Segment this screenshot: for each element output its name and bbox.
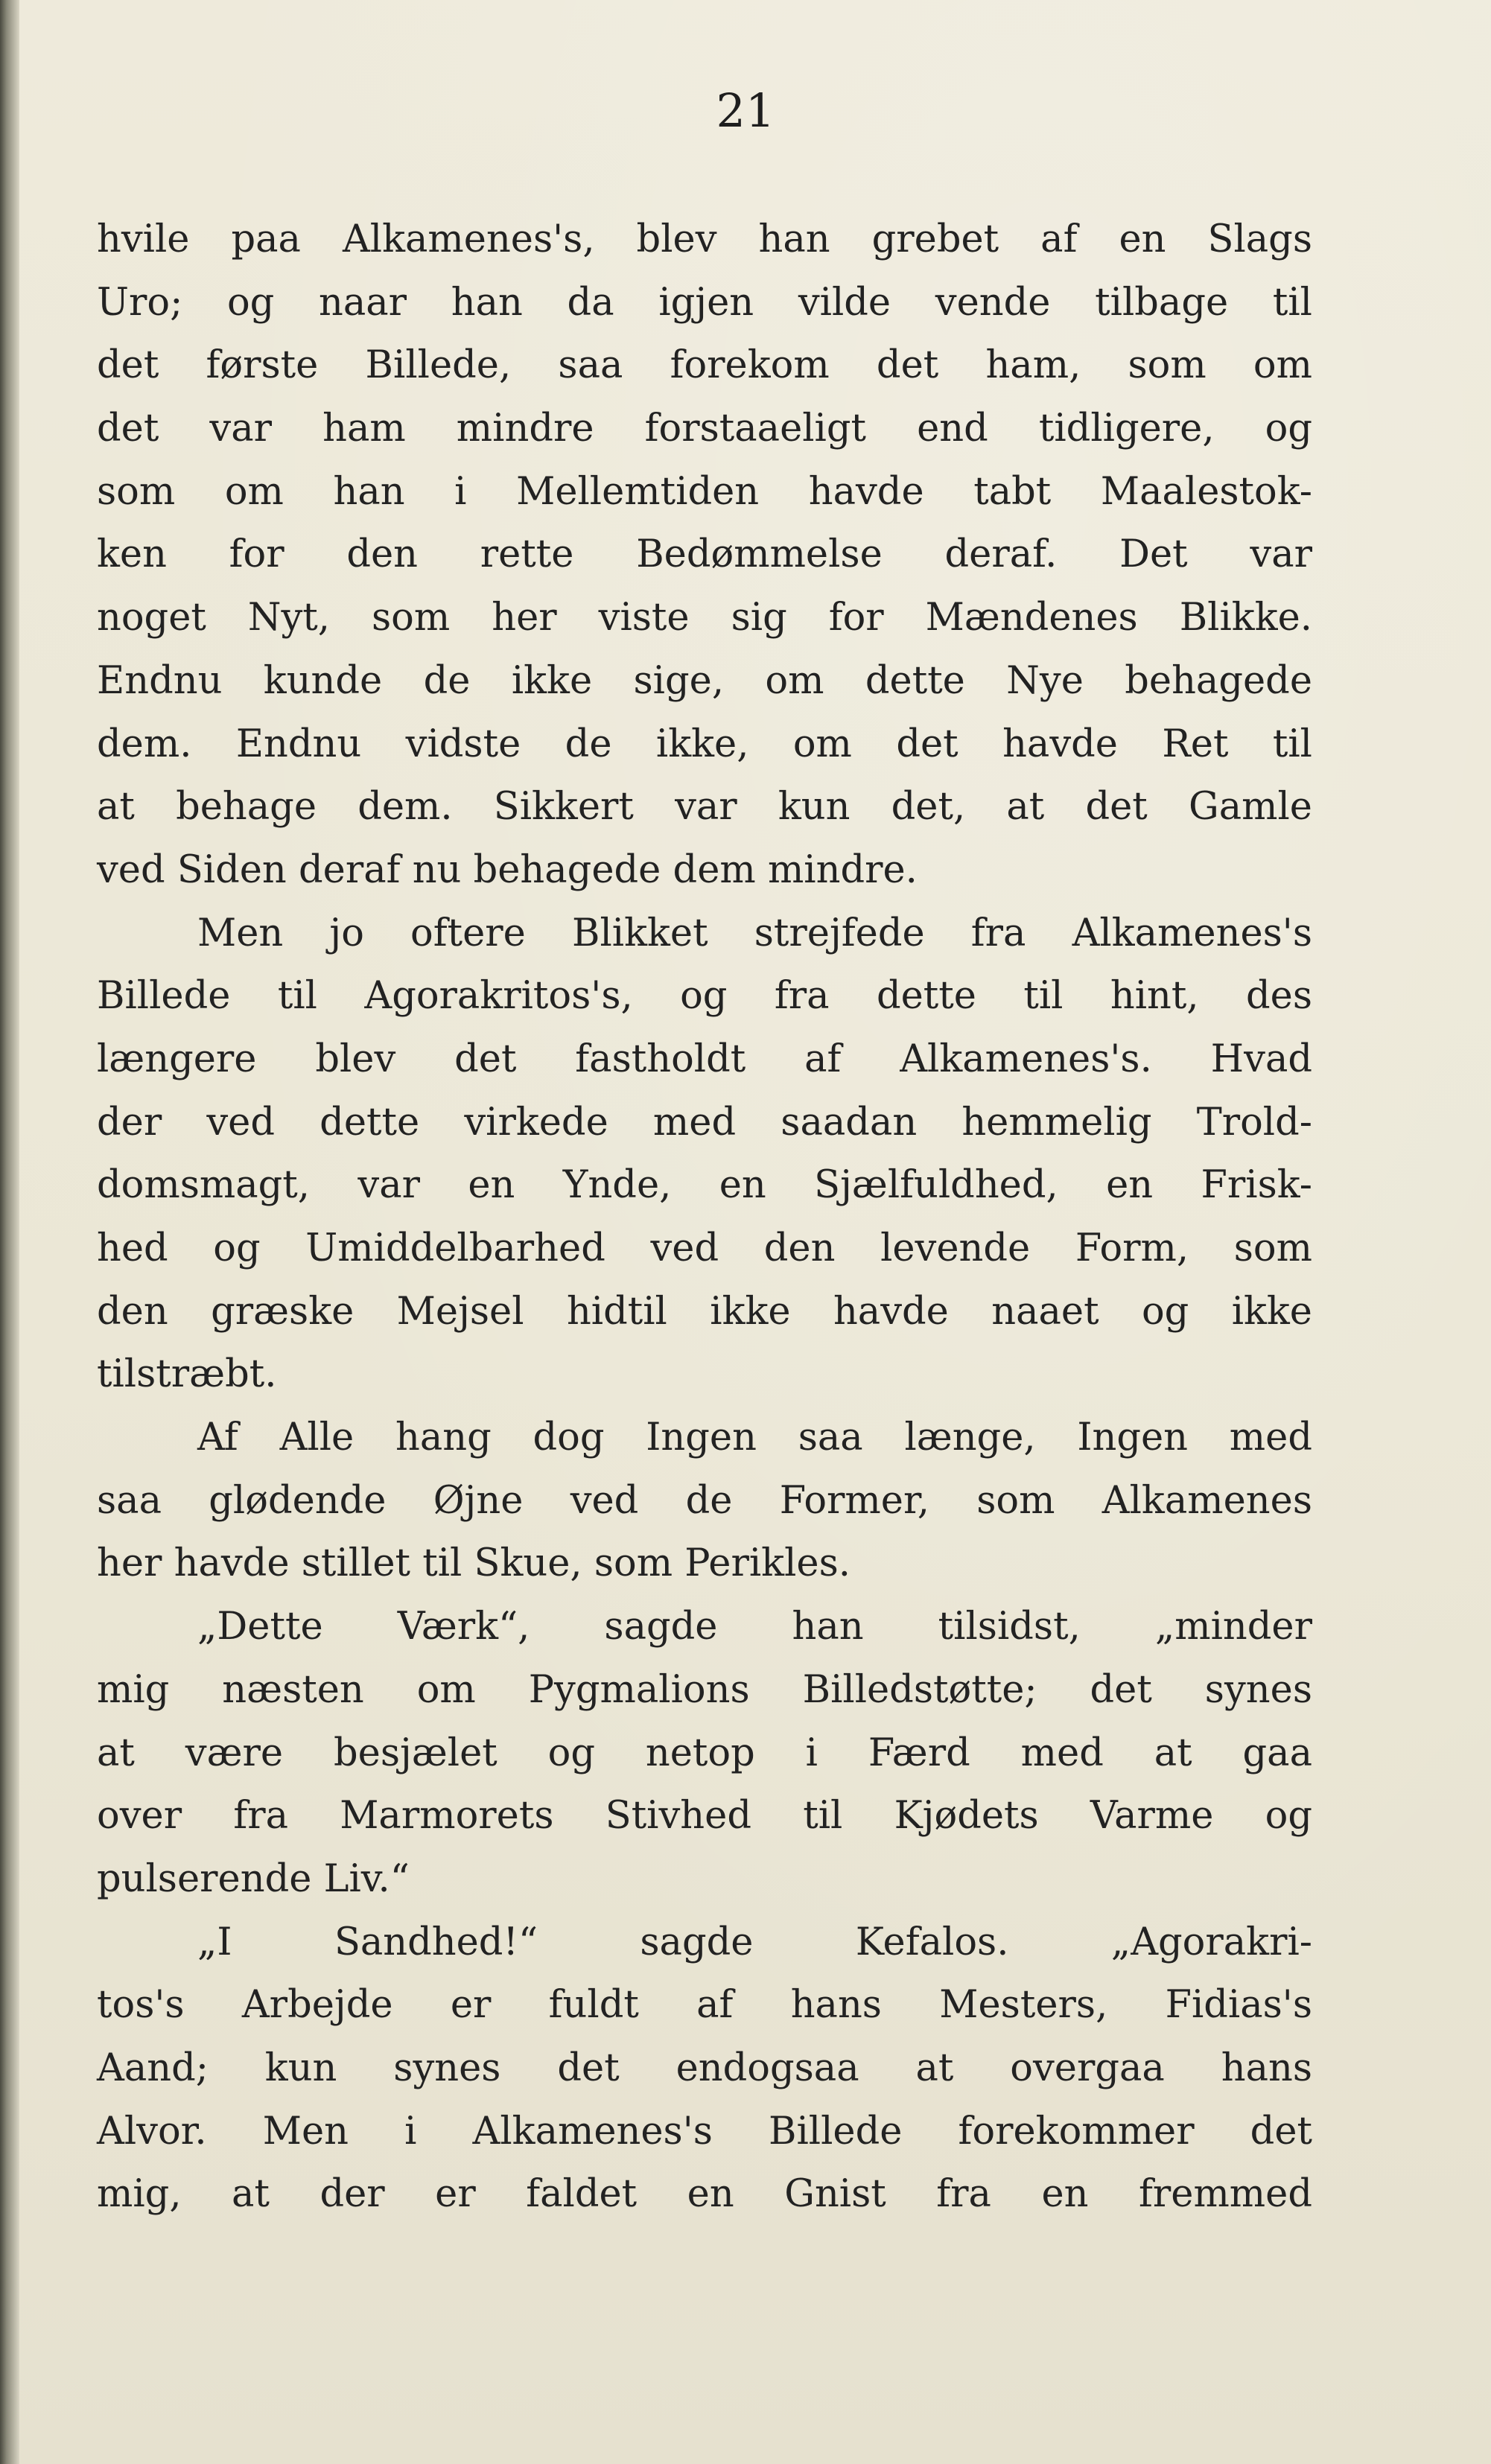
text-line: Men jo oftere Blikket strejfede fra Alkamenes's — [197, 911, 1312, 955]
text-line: dem. Endnu vidste de ikke, om det havde Ret til — [97, 722, 1312, 766]
text-line: hed og Umiddelbarhed ved den levende Form, som — [97, 1226, 1312, 1270]
text-line: længere blev det fastholdt af Alkamenes's. Hvad — [97, 1037, 1312, 1081]
text-line: over fra Marmorets Stivhed til Kjødets Varme og — [97, 1794, 1312, 1839]
text-line: det første Billede, saa forekom det ham, som om — [97, 343, 1312, 388]
text-line: tos's Arbejde er fuldt af hans Mesters, Fidias's — [97, 1983, 1312, 2028]
text-line: noget Nyt, som her viste sig for Mændenes Blikke. — [97, 596, 1312, 640]
page-binding-edge — [0, 0, 19, 2464]
text-line: den græske Mejsel hidtil ikke havde naaet og ikke — [97, 1289, 1312, 1334]
text-line: ved Siden deraf nu behagede dem mindre. — [97, 847, 918, 892]
text-line: hvile paa Alkamenes's, blev han grebet af en Slags — [97, 217, 1312, 261]
text-line: domsmagt, var en Ynde, en Sjælfuldhed, en Frisk- — [97, 1163, 1312, 1208]
text-line: det var ham mindre forstaaeligt end tidligere, og — [97, 407, 1312, 451]
text-line: mig næsten om Pygmalions Billedstøtte; det synes — [97, 1667, 1312, 1712]
text-line: Alvor. Men i Alkamenes's Billede forekommer det — [97, 2109, 1312, 2153]
body-text — [97, 208, 1312, 2226]
text-line: der ved dette virkede med saadan hemmelig Trold- — [97, 1100, 1312, 1145]
text-line: saa glødende Øjne ved de Former, som Alkamenes — [97, 1478, 1312, 1523]
page-number: 21 — [716, 83, 775, 138]
text-line: pulserende Liv.“ — [97, 1856, 410, 1901]
text-line: Billede til Agorakritos's, og fra dette til hint, des — [97, 974, 1312, 1019]
text-line: Endnu kunde de ikke sige, om dette Nye behagede — [97, 658, 1312, 703]
text-line: her havde stillet til Skue, som Perikles. — [97, 1541, 851, 1586]
text-line: Uro; og naar han da igjen vilde vende tilbage til — [97, 280, 1312, 325]
text-line: at behage dem. Sikkert var kun det, at det Gamle — [97, 785, 1312, 830]
text-line: som om han i Mellemtiden havde tabt Maalestok- — [97, 469, 1312, 514]
text-line: tilstræbt. — [97, 1352, 277, 1397]
text-line: Af Alle hang dog Ingen saa længe, Ingen med — [197, 1416, 1312, 1460]
text-line: mig, at der er faldet en Gnist fra en fremmed — [97, 2172, 1312, 2217]
text-line: „Dette Værk“, sagde han tilsidst, „minder — [197, 1605, 1312, 1649]
text-line: „I Sandhed!“ sagde Kefalos. „Agorakri- — [197, 1920, 1312, 1964]
text-line: ken for den rette Bedømmelse deraf. Det var — [97, 532, 1312, 577]
text-line: at være besjælet og netop i Færd med at gaa — [97, 1731, 1312, 1775]
text-line: Aand; kun synes det endogsaa at overgaa hans — [97, 2046, 1312, 2090]
